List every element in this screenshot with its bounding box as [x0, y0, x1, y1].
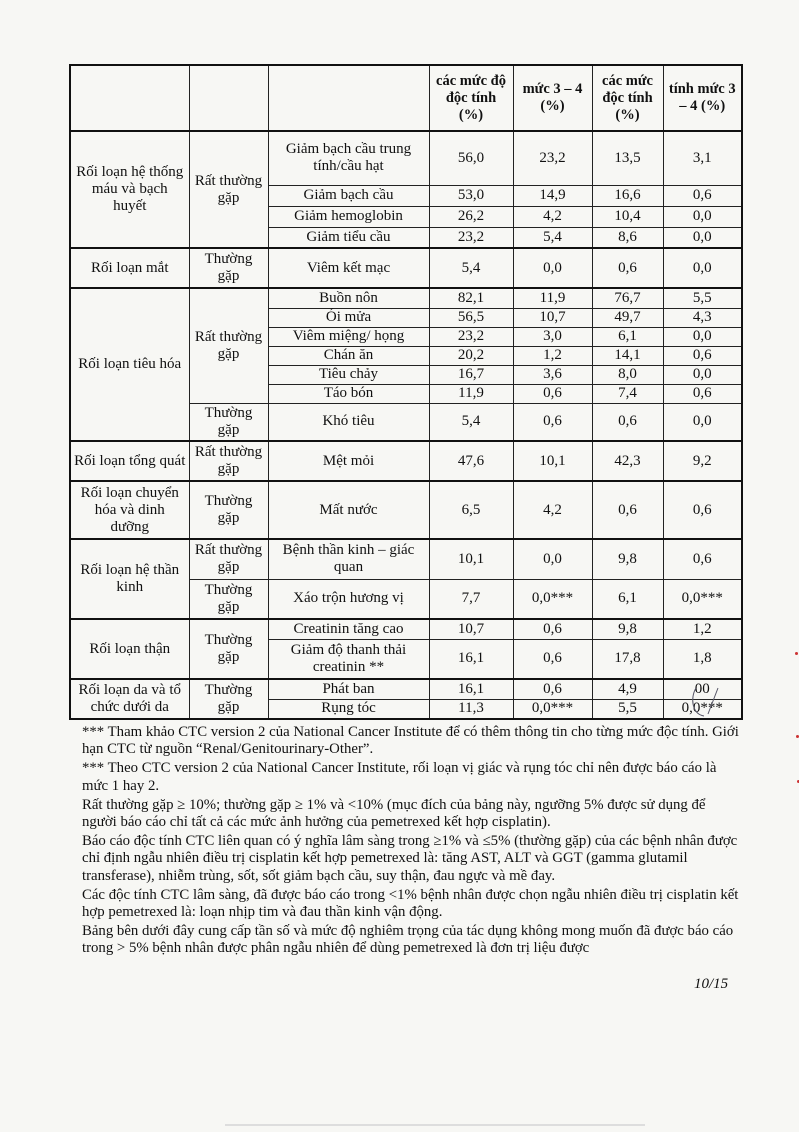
adverse-events-table: [69, 64, 743, 720]
frequency-category: Thường gặp: [189, 403, 268, 441]
adverse-event: Viêm kết mạc: [268, 248, 429, 288]
adverse-event: Mệt mỏi: [268, 441, 429, 481]
value-cell: 7,4: [592, 384, 663, 403]
value-cell: 3,1: [663, 131, 742, 185]
scan-edge: [225, 1124, 645, 1126]
value-cell: 11,3: [429, 699, 513, 719]
value-cell: 0,6: [663, 481, 742, 539]
value-cell: 0,6: [513, 639, 592, 679]
value-cell: 0,6: [592, 403, 663, 441]
adverse-event: Mất nước: [268, 481, 429, 539]
value-cell: 0,6: [592, 481, 663, 539]
system-organ-class: Rối loạn thận: [70, 619, 189, 679]
value-cell: 5,4: [429, 248, 513, 288]
value-cell: 4,2: [513, 206, 592, 227]
value-cell: 0,0***: [513, 579, 592, 619]
value-cell: 76,7: [592, 288, 663, 308]
value-cell: 0,6: [592, 248, 663, 288]
adverse-event: Rụng tóc: [268, 699, 429, 719]
value-cell: 0,0***: [663, 579, 742, 619]
adverse-event: Phát ban: [268, 679, 429, 699]
value-cell: 23,2: [513, 131, 592, 185]
value-cell: 8,0: [592, 365, 663, 384]
table-row: [70, 288, 742, 308]
value-cell: 5,4: [429, 403, 513, 441]
paragraph: Bảng bên dưới đây cung cấp tần số và mức độ nghiêm trọng của tác dụng không mong muốn đã được báo cáo trong > 5% bệnh nhân được phân ngẫu nhiên để dùng pemetrexed là đơn trị liệu được: [82, 923, 734, 957]
footnotes: [82, 724, 742, 958]
value-cell: 6,1: [592, 579, 663, 619]
value-cell: 6,5: [429, 481, 513, 539]
value-cell: 17,8: [592, 639, 663, 679]
value-cell: 0,6: [663, 539, 742, 579]
value-cell: 8,6: [592, 227, 663, 248]
adverse-event: Tiêu chảy: [268, 365, 429, 384]
value-cell: 53,0: [429, 185, 513, 206]
system-organ-class: Rối loạn da và tổ chức dưới da: [70, 679, 189, 719]
value-cell: 4,9: [592, 679, 663, 699]
value-cell: 10,1: [513, 441, 592, 481]
value-cell: 14,9: [513, 185, 592, 206]
table-header-row: [70, 65, 742, 131]
system-organ-class: Rối loạn mắt: [70, 248, 189, 288]
value-cell: 5,5: [663, 288, 742, 308]
frequency-category: Thường gặp: [189, 579, 268, 619]
value-cell: 7,7: [429, 579, 513, 619]
frequency-category: Rất thường gặp: [189, 441, 268, 481]
value-cell: 16,7: [429, 365, 513, 384]
value-cell: 82,1: [429, 288, 513, 308]
value-cell: 10,1: [429, 539, 513, 579]
value-cell: 3,6: [513, 365, 592, 384]
table-row: [70, 441, 742, 481]
frequency-category: Rất thường gặp: [189, 539, 268, 579]
value-cell: 4,3: [663, 308, 742, 327]
adverse-event: Giảm bạch cầu: [268, 185, 429, 206]
value-cell: 9,8: [592, 539, 663, 579]
value-cell: 1,2: [513, 346, 592, 365]
header-cell: các mức độc tính (%): [592, 65, 663, 131]
value-cell: 56,5: [429, 308, 513, 327]
value-cell: 0,6: [663, 346, 742, 365]
header-cell: mức 3 – 4 (%): [513, 65, 592, 131]
value-cell: 0,6: [513, 384, 592, 403]
header-cell: [189, 65, 268, 131]
value-cell: 10,7: [429, 619, 513, 639]
frequency-category: Thường gặp: [189, 481, 268, 539]
value-cell: 0,0***: [513, 699, 592, 719]
system-organ-class: Rối loạn hệ thống máu và bạch huyết: [70, 131, 189, 248]
system-organ-class: Rối loạn tổng quát: [70, 441, 189, 481]
table-row: [70, 679, 742, 699]
adverse-event: Creatinin tăng cao: [268, 619, 429, 639]
value-cell: 11,9: [429, 384, 513, 403]
value-cell: 10,7: [513, 308, 592, 327]
value-cell: 16,1: [429, 679, 513, 699]
header-cell: tính mức 3 – 4 (%): [663, 65, 742, 131]
frequency-category: Rất thường gặp: [189, 131, 268, 248]
value-cell: 0,6: [663, 384, 742, 403]
value-cell: 11,9: [513, 288, 592, 308]
value-cell: 0,6: [513, 403, 592, 441]
adverse-event: Buồn nôn: [268, 288, 429, 308]
value-cell: 23,2: [429, 227, 513, 248]
value-cell: 9,8: [592, 619, 663, 639]
value-cell: 0,0: [663, 403, 742, 441]
value-cell: 0,6: [513, 619, 592, 639]
scan-speck: [795, 652, 798, 655]
footnote: *** Tham khảo CTC version 2 của National Cancer Institute để có thêm thông tin cho từng mức độc tính. Giới hạn CTC từ nguồn “Renal/Genitourinary-Other”.: [82, 724, 739, 758]
adverse-event: Khó tiêu: [268, 403, 429, 441]
value-cell: 10,4: [592, 206, 663, 227]
value-cell: 4,2: [513, 481, 592, 539]
adverse-event: Bệnh thần kinh – giác quan: [268, 539, 429, 579]
table-row: [70, 619, 742, 639]
value-cell: 0,6: [513, 679, 592, 699]
page-number: 10/15: [694, 976, 729, 992]
value-cell: 42,3: [592, 441, 663, 481]
value-cell: 23,2: [429, 327, 513, 346]
adverse-event: Viêm miệng/ họng: [268, 327, 429, 346]
adverse-event: Chán ăn: [268, 346, 429, 365]
frequency-category: Thường gặp: [189, 679, 268, 719]
adverse-event: Giảm bạch cầu trung tính/cầu hạt: [268, 131, 429, 185]
value-cell: 0,0: [663, 227, 742, 248]
value-cell: 00: [663, 679, 742, 699]
value-cell: 5,4: [513, 227, 592, 248]
adverse-event: Xáo trộn hương vị: [268, 579, 429, 619]
system-organ-class: Rối loạn chuyển hóa và dinh dưỡng: [70, 481, 189, 539]
paragraph: Báo cáo độc tính CTC liên quan có ý nghĩa lâm sàng trong ≥1% và ≤5% (thường gặp) của các bệnh nhân được chỉ định ngẫu nhiên điều trị cisplatin kết hợp pemetrexed là: tăng AST, ALT và GGT (gamma glutamil transferase), nhiễm trùng, sốt, sốt giảm bạch cầu, suy thận, đau ngực và mề đay.: [82, 833, 738, 884]
value-cell: 0,0: [663, 248, 742, 288]
header-cell: các mức độ độc tính (%): [429, 65, 513, 131]
paragraph: Rất thường gặp ≥ 10%; thường gặp ≥ 1% và <10% (mục đích của bảng này, ngưỡng 5% được sử dụng để người báo cáo chỉ tất cả các mức ảnh hưởng của pemetrexed kết hợp cisplatin).: [82, 796, 706, 831]
value-cell: 49,7: [592, 308, 663, 327]
value-cell: 20,2: [429, 346, 513, 365]
table-row: [70, 131, 742, 185]
value-cell: 0,0: [663, 206, 742, 227]
adverse-event: Giảm độ thanh thải creatinin **: [268, 639, 429, 679]
frequency-category: Rất thường gặp: [189, 288, 268, 403]
value-cell: 13,5: [592, 131, 663, 185]
handwritten-mark-icon: [688, 684, 728, 720]
table-row: [70, 539, 742, 579]
value-cell: 14,1: [592, 346, 663, 365]
adverse-event: Giảm tiểu cầu: [268, 227, 429, 248]
header-cell: [70, 65, 189, 131]
value-cell: 5,5: [592, 699, 663, 719]
value-cell: 9,2: [663, 441, 742, 481]
adverse-event: Táo bón: [268, 384, 429, 403]
adverse-event: Ói mửa: [268, 308, 429, 327]
value-cell: 0,0: [663, 327, 742, 346]
value-cell: 56,0: [429, 131, 513, 185]
value-cell: 0,6: [663, 185, 742, 206]
system-organ-class: Rối loạn hệ thần kinh: [70, 539, 189, 619]
value-cell: 0,0: [513, 539, 592, 579]
adverse-event: Giảm hemoglobin: [268, 206, 429, 227]
paragraph: Các độc tính CTC lâm sàng, đã được báo cáo trong <1% bệnh nhân được chọn ngẫu nhiên điều trị cisplatin kết hợp pemetrexed là: loạn nhịp tim và đau thần kinh vận động.: [82, 886, 739, 921]
table-row: [70, 248, 742, 288]
table-row: [70, 481, 742, 539]
frequency-category: Thường gặp: [189, 248, 268, 288]
value-cell: 47,6: [429, 441, 513, 481]
value-cell: 0,0: [663, 365, 742, 384]
value-cell: 0,0: [513, 248, 592, 288]
value-cell: 1,8: [663, 639, 742, 679]
value-cell: 26,2: [429, 206, 513, 227]
value-cell: 0,0***: [663, 699, 742, 719]
value-cell: 16,6: [592, 185, 663, 206]
value-cell: 3,0: [513, 327, 592, 346]
footnote: *** Theo CTC version 2 của National Cancer Institute, rối loạn vị giác và rụng tóc chỉ nên được báo cáo là mức 1 hay 2.: [82, 760, 717, 794]
system-organ-class: Rối loạn tiêu hóa: [70, 288, 189, 441]
value-cell: 6,1: [592, 327, 663, 346]
value-cell: 1,2: [663, 619, 742, 639]
value-cell: 16,1: [429, 639, 513, 679]
frequency-category: Thường gặp: [189, 619, 268, 679]
header-cell: [268, 65, 429, 131]
